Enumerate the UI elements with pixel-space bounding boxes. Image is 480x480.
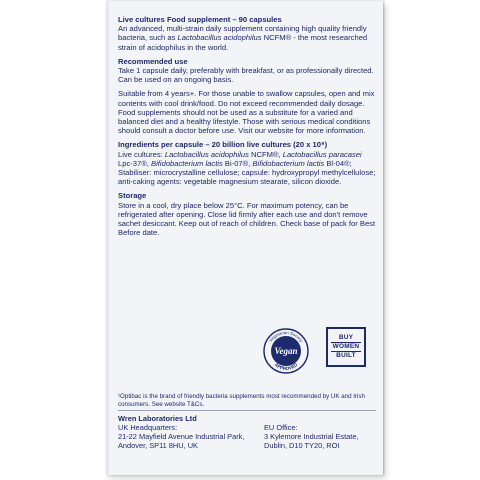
eu-line2: Dublin, D10 TY20, ROI xyxy=(264,441,340,450)
intro-tail: NCFM® - the most researched strain of acidophilus in the world. xyxy=(118,33,368,52)
bwb-line3: BUILT xyxy=(336,352,356,359)
uk-line2: Andover, SP11 8HU, UK xyxy=(118,441,198,450)
certification-logos xyxy=(0,327,480,377)
ing-i2: Lactobacillus paracasei xyxy=(282,149,362,159)
intro-species: Lactobacillus acidophilus xyxy=(177,33,262,43)
ing-t5: Bl-04®; Stabiliser: microcrystalline cellulose; capsule: hydroxypropyl methylcellulose; anti-caking agents: vegetable magnesium stearate, silicon dioxide. xyxy=(118,158,376,187)
vegan-bottom-text: APPROVED xyxy=(273,362,299,372)
vegan-approved-logo xyxy=(262,327,310,375)
buy-women-built-logo xyxy=(326,327,366,367)
pack-edge xyxy=(106,1,109,475)
heading-ingredients: Ingredients per capsule – 20 billion live cultures (20 x 10⁹) xyxy=(118,140,328,150)
divider xyxy=(118,410,376,411)
uk-line1: 21-22 Mayfield Avenue Industrial Park, xyxy=(118,432,245,441)
ing-t2: NCFM®, xyxy=(248,149,283,159)
vegan-top-text: Vegetarian Society xyxy=(268,329,305,343)
ing-t3: Lpc-37®, xyxy=(118,158,152,168)
company-block xyxy=(118,414,376,450)
ing-i4: Bifidobacterium lactis xyxy=(252,158,325,168)
company-name: Wren Laboratories Ltd xyxy=(118,414,197,423)
suitability-paragraph: Suitable from 4 years+. For those unable to swallow capsules, open and mix contents with cool drink/food. Do not exceed recommended daily dosage. Food supplements should not be used as a substitute for a varied and balanced diet and a healthy lifestyle. Those with serious medical conditions should consult a doctor before use. Visit our website for more information. xyxy=(118,89,375,136)
storage-paragraph: Store in a cool, dry place below 25°C. For maximum potency, can be refrigerated after opening. Close lid firmly after each use and don't remove sachet desiccant. Keep out of reach of children. Check base of pack for Best Before date. xyxy=(118,200,376,238)
eu-label: EU Office: xyxy=(264,423,298,432)
intro-paragraph xyxy=(118,24,376,52)
heading-live-cultures: Live cultures Food supplement – 90 capsules xyxy=(118,15,282,24)
vegan-seal-icon xyxy=(262,327,310,375)
intro-text: An advanced, multi-strain daily supplement containing high quality friendly bacteria, such as xyxy=(118,24,367,43)
vegan-main-text: Vegan xyxy=(274,346,298,356)
ing-i1: Lactobacillus acidophilus xyxy=(164,149,249,159)
heading-recommended-use: Recommended use xyxy=(118,56,188,66)
usage-paragraph: Take 1 capsule daily, preferably with breakfast, or as professionally directed. Can be used on an ongoing basis. xyxy=(118,66,374,85)
ing-t1: Live cultures: xyxy=(118,149,165,159)
bwb-line1: BUY xyxy=(338,334,354,341)
uk-label: UK Headquarters: xyxy=(118,423,178,432)
uk-address xyxy=(118,423,268,450)
eu-address xyxy=(264,423,414,450)
eu-line1: 3 Kylemore Industrial Estate, xyxy=(264,432,359,441)
footnote: ¹Optibac is the brand of friendly bacteria supplements most recommended by UK and Irish consumers. See website T&Cs. xyxy=(118,393,365,408)
bwb-line2: WOMEN xyxy=(332,343,360,350)
ing-t4: Bi-07®, xyxy=(222,158,253,168)
ing-i3: Bifidobacterium lactis xyxy=(151,158,223,168)
label-text xyxy=(118,15,376,237)
heading-storage: Storage xyxy=(118,191,147,201)
ingredients-paragraph xyxy=(118,150,376,187)
